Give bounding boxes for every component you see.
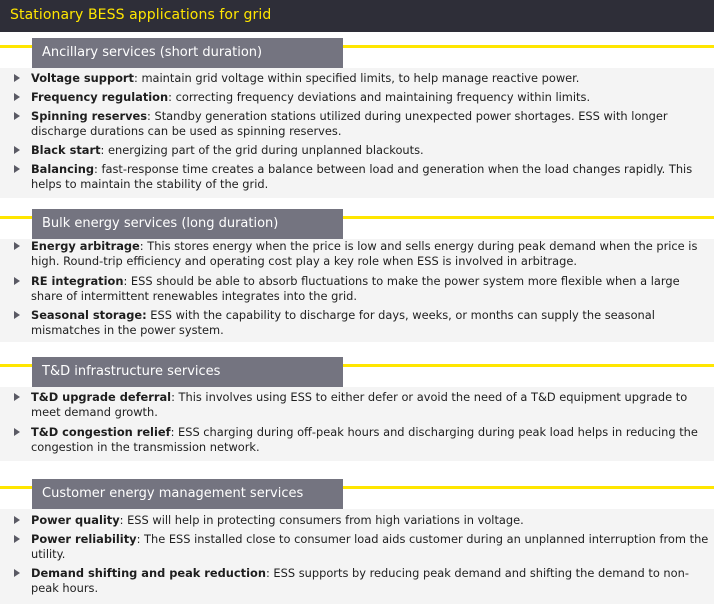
item-description: : Standby generation stations utilized during unexpected power shortages. ESS with longer discharge durations can be used as spinning reserves. bbox=[31, 109, 668, 138]
item-term: T&D congestion relief bbox=[31, 425, 171, 439]
list-item-text bbox=[31, 425, 712, 455]
list-item-text bbox=[31, 532, 712, 562]
item-description: : ESS charging during off-peak hours and discharging during peak load helps in reducing the congestion in the transmission network. bbox=[31, 425, 698, 454]
bullet-arrow-icon bbox=[14, 146, 20, 154]
list-item-text bbox=[31, 162, 712, 192]
item-description: : ESS should be able to absorb fluctuations to make the power system more flexible when a large share of intermittent renewables integrates into the grid. bbox=[31, 274, 680, 303]
item-term: Spinning reserves bbox=[31, 109, 148, 123]
bullet-arrow-icon bbox=[14, 74, 20, 82]
section-body bbox=[0, 239, 714, 342]
bullet-arrow-icon bbox=[14, 535, 20, 543]
list-item-text bbox=[31, 239, 712, 269]
section-header bbox=[32, 209, 343, 239]
bullet-arrow-icon bbox=[14, 242, 20, 250]
item-description: : fast-response time creates a balance between load and generation when the load changes rapidly. This helps to maintain the stability of the grid. bbox=[31, 162, 693, 191]
section-header-label: Ancillary services (short duration) bbox=[42, 45, 263, 60]
item-term: Energy arbitrage bbox=[31, 239, 140, 253]
item-description: : This stores energy when the price is low and sells energy during peak demand when the price is high. Round-trip efficiency and operating cost play a key role when ESS is involved in arbitrage. bbox=[31, 239, 698, 268]
item-description: : The ESS installed close to consumer load aids customer during an unplanned interruption from the utility. bbox=[31, 532, 709, 561]
list-item-text bbox=[31, 308, 712, 338]
item-description: : maintain grid voltage within specified limits, to help manage reactive power. bbox=[133, 71, 580, 85]
bullet-arrow-icon bbox=[14, 165, 20, 173]
bullet-arrow-icon bbox=[14, 569, 20, 577]
item-term: Balancing bbox=[31, 162, 94, 176]
bullet-arrow-icon bbox=[14, 277, 20, 285]
item-description: : energizing part of the grid during unplanned blackouts. bbox=[100, 143, 424, 157]
section-header-label: T&D infrastructure services bbox=[42, 364, 221, 379]
list-item-text bbox=[31, 513, 712, 528]
section-header bbox=[32, 357, 343, 387]
bullet-arrow-icon bbox=[14, 393, 20, 401]
bullet-arrow-icon bbox=[14, 311, 20, 319]
list-item-text bbox=[31, 274, 712, 304]
item-term: Black start bbox=[31, 143, 101, 157]
section-body bbox=[0, 509, 714, 604]
item-description: ESS with the capability to discharge for days, weeks, or months can supply the seasonal mismatches in the power system. bbox=[31, 308, 655, 337]
list-item-text bbox=[31, 143, 712, 158]
item-description: : ESS supports by reducing peak demand and shifting the demand to non-peak hours. bbox=[31, 566, 689, 595]
bullet-arrow-icon bbox=[14, 112, 20, 120]
item-term: Frequency regulation bbox=[31, 90, 169, 104]
bullet-arrow-icon bbox=[14, 428, 20, 436]
item-description: : This involves using ESS to either defer or avoid the need of a T&D equipment upgrade to meet demand growth. bbox=[31, 390, 688, 419]
item-term: RE integration bbox=[31, 274, 124, 288]
list-item-text bbox=[31, 90, 712, 105]
section-header-label: Bulk energy services (long duration) bbox=[42, 216, 279, 231]
section-header-label: Customer energy management services bbox=[42, 486, 304, 501]
bullet-arrow-icon bbox=[14, 516, 20, 524]
section-body bbox=[0, 68, 714, 198]
section-header bbox=[32, 479, 343, 509]
list-item-text bbox=[31, 390, 712, 420]
list-item-text bbox=[31, 566, 712, 596]
item-description: : ESS will help in protecting consumers from high variations in voltage. bbox=[119, 513, 524, 527]
item-term: Voltage support bbox=[31, 71, 134, 85]
bullet-arrow-icon bbox=[14, 93, 20, 101]
item-term: Seasonal storage: bbox=[31, 308, 147, 322]
page-title: Stationary BESS applications for grid bbox=[10, 7, 272, 23]
item-description: : correcting frequency deviations and maintaining frequency within limits. bbox=[168, 90, 591, 104]
section-body bbox=[0, 387, 714, 461]
section-header bbox=[32, 38, 343, 68]
item-term: Demand shifting and peak reduction bbox=[31, 566, 266, 580]
list-item-text bbox=[31, 109, 712, 139]
list-item-text bbox=[31, 71, 712, 86]
title-bar bbox=[0, 0, 714, 32]
item-term: Power quality bbox=[31, 513, 120, 527]
item-term: T&D upgrade deferral bbox=[31, 390, 172, 404]
item-term: Power reliability bbox=[31, 532, 137, 546]
